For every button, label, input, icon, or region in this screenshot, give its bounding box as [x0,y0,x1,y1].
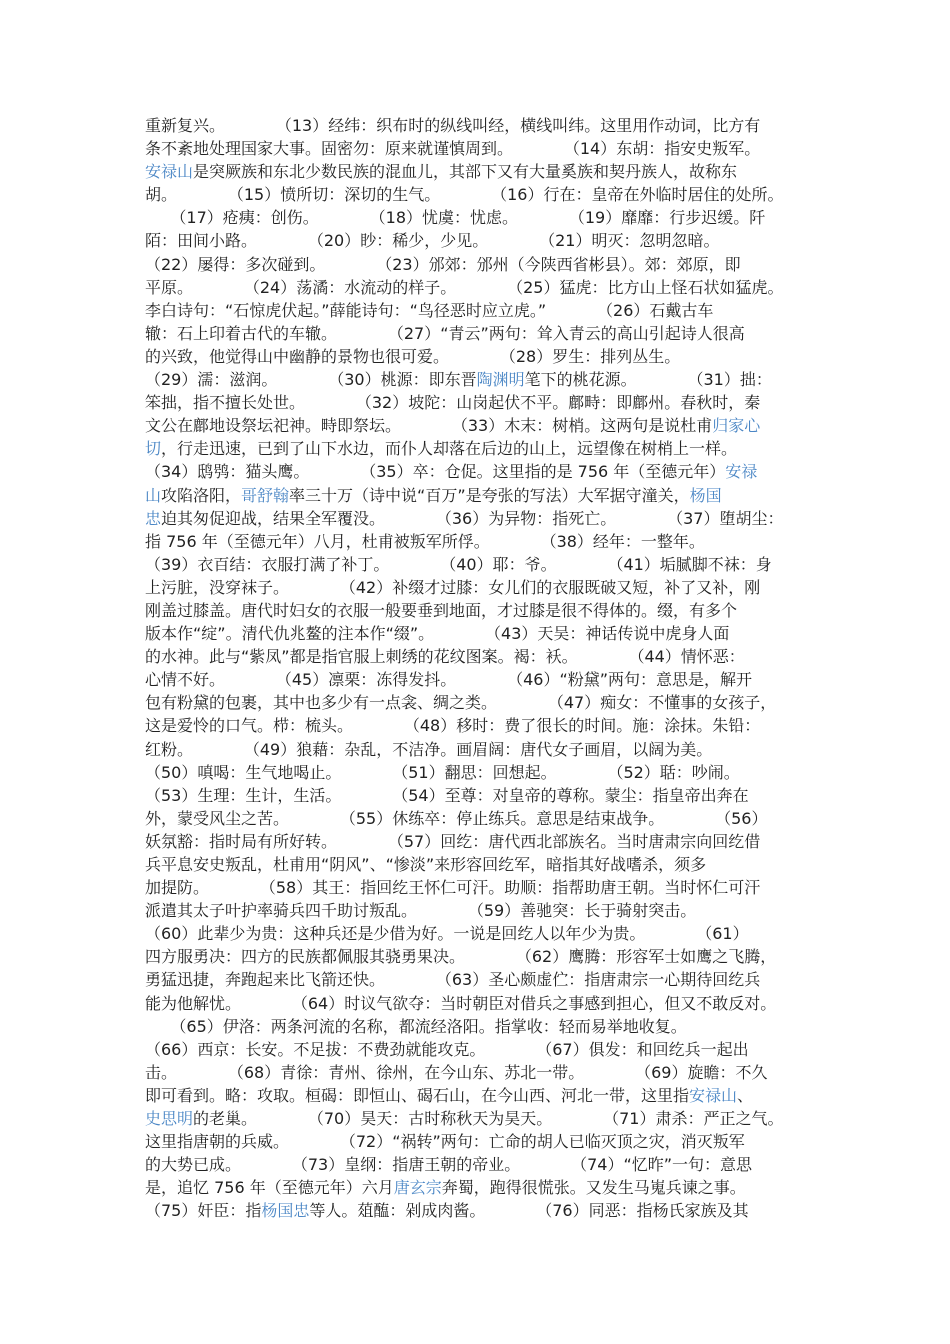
text-segment: 即可看到。略：攻取。桓碣：即恒山、碣石山，在今山西、河北一带，这里指 [145,1085,690,1105]
text-line [145,691,813,714]
text-segment: 、 [737,1085,754,1105]
text-segment: 是，追忆 756 年（至德元年）六月 [145,1178,394,1198]
text-segment: 红粉。 （49）狼藉：杂乱，不洁净。画眉阔：唐代女子画眉，以阔为美。 [145,739,713,759]
text-line [145,968,813,991]
text-line [145,183,813,206]
text-line [145,460,813,483]
text-line [145,714,813,737]
text-line [145,1130,813,1153]
text-segment: 是突厥族和东北少数民族的混血儿，其部下又有大量奚族和契丹族人，故称东 [193,162,738,182]
text-segment: （60）此辈少为贵：这种兵还是少借为好。一说是回纥人以年少为贵。 （61） [145,924,749,944]
text-line [145,1061,813,1084]
text-segment: 条不紊地处理国家大事。固密勿：原来就谨慎周到。 （14）东胡：指安史叛军。 [145,139,761,159]
text-segment: 平原。 （24）荡潏：水流动的样子。 （25）猛虎：比方山上怪石状如猛虎。 [145,277,784,297]
text-line [145,1015,813,1038]
text-line [145,229,813,252]
text-segment: 能为他解忧。 （64）时议气欲夺：当时朝臣对借兵之事感到担心，但又不敢反对。 [145,993,777,1013]
text-segment: 的水神。此与“紫凤”都是指官服上刺绣的花纹图案。褐：袄。 （44）情怀恶： [145,647,745,667]
text-line [145,992,813,1015]
text-segment: 率三十万（诗中说“百万”是夸张的写法）大军据守潼关， [289,485,690,505]
text-line [145,276,813,299]
text-line [145,507,813,530]
text-segment: ，行走迅速，已到了山下水边，而仆人却落在后边的山上，远望像在树梢上一样。 [161,439,738,459]
text-line [145,645,813,668]
text-segment: 等人。葅醢：剁成肉酱。 （76）同恶：指杨氏家族及其 [309,1201,749,1221]
text-line [145,437,813,460]
text-segment: 李白诗句：“石惊虎伏起。”薛能诗句：“鸟径恶时应立虎。” （26）石戴古车 [145,300,714,320]
text-line [145,160,813,183]
text-segment: 胡。 （15）愤所切：深切的生气。 （16）行在：皇帝在外临时居住的处所。 [145,185,784,205]
text-line [145,599,813,622]
person-link[interactable]: 史思明 [145,1109,194,1129]
person-link[interactable]: 山 [145,485,162,505]
text-segment: （53）生理：生计，生活。 （54）至尊：对皇帝的尊称。蒙尘：指皇帝出奔在 [145,785,749,805]
text-line [145,530,813,553]
text-line [145,876,813,899]
text-line [145,945,813,968]
person-link[interactable]: 杨国忠 [261,1201,310,1221]
text-line [145,668,813,691]
text-line [145,368,813,391]
text-segment: 包有粉黛的包裹，其中也多少有一点衾、绸之类。 （47）痴女：不懂事的女孩子， [145,693,777,713]
text-line [145,299,813,322]
text-segment: （34）鸱鸮：猫头鹰。 （35）卒：仓促。这里指的是 756 年（至德元年） [145,462,726,482]
text-segment: （75）奸臣：指 [145,1201,262,1221]
text-segment: 文公在鄜地设祭坛祀神。畤即祭坛。 （33）木末：树梢。这两句是说杜甫 [145,416,713,436]
text-line [145,137,813,160]
person-link[interactable]: 安禄山 [145,162,194,182]
text-segment: 辙：石上印着古代的车辙。 （27）“青云”两句：耸入青云的高山引起诗人很高 [145,323,745,343]
text-segment: 击。 （68）青徐：青州、徐州，在今山东、苏北一带。 （69）旋瞻：不久 [145,1062,768,1082]
person-link[interactable]: 切 [145,439,162,459]
text-segment: 的老巢。 （70）昊天：古时称秋天为昊天。 （71）肃杀：严正之气。 [193,1109,784,1129]
text-segment: （22）屡得：多次碰到。 （23）邠郊：邠州（今陕西省彬县）。郊：郊原，即 [145,254,741,274]
text-line [145,738,813,761]
text-line [145,114,813,137]
text-line [145,576,813,599]
text-segment: 的大势已成。 （73）皇纲：指唐王朝的帝业。 （74）“忆昨”一句：意思 [145,1155,753,1175]
text-line [145,322,813,345]
person-link[interactable]: 安禄 [725,462,758,482]
text-segment: 心情不好。 （45）凛栗：冻得发抖。 （46）“粉黛”两句：意思是，解开 [145,670,753,690]
text-line [145,922,813,945]
text-segment: 指 756 年（至德元年）八月，杜甫被叛军所俘。 （38）经年：一整年。 [145,531,705,551]
text-segment: 重新复兴。 （13）经纬：织布时的纵线叫经，横线叫纬。这里用作动词，比方有 [145,116,761,135]
text-segment: 刚盖过膝盖。唐代时妇女的衣服一般要垂到地面，才过膝是很不得体的。缀，有多个 [145,600,738,620]
text-segment: （39）衣百结：衣服打满了补丁。 （40）耶：爷。 （41）垢腻脚不袜：身 [145,554,772,574]
text-line [145,622,813,645]
text-segment: 加提防。 （58）其王：指回纥王怀仁可汗。助顺：指帮助唐王朝。当时怀仁可汗 [145,878,761,898]
text-line [145,1199,813,1222]
text-line [145,1038,813,1061]
person-link[interactable]: 唐玄宗 [393,1178,442,1198]
person-link[interactable]: 哥舒翰 [241,485,290,505]
text-segment: 攻陷洛阳， [161,485,242,505]
text-segment: 迫其匆促迎战，结果全军覆没。 （36）为异物：指死亡。 （37）堕胡尘： [161,508,784,528]
text-segment: （50）嗔喝：生气地喝止。 （51）翻思：回想起。 （52）聒：吵闹。 [145,762,740,782]
text-segment: （17）疮痍：创伤。 （18）忧虞：忧虑。 （19）靡靡：行步迟缓。阡 [145,208,766,228]
person-link[interactable]: 陶渊明 [476,370,525,390]
text-line [145,1107,813,1130]
text-segment: （66）西京：长安。不足拔：不费劲就能攻克。 （67）俱发：和回纥兵一起出 [145,1039,749,1059]
text-segment: 这是爱怜的口气。栉：梳头。 （48）移时：费了很长的时间。施：涂抹。朱铅： [145,716,761,736]
text-segment: 四方服勇决：四方的民族都佩服其骁勇果决。 （62）鹰腾：形容军士如鹰之飞腾， [145,947,777,967]
text-line [145,553,813,576]
text-segment: （65）伊洛：两条河流的名称，都流经洛阳。指掌收：轻而易举地收复。 [145,1016,687,1036]
text-segment: 版本作“绽”。清代仇兆鳌的注本作“缀”。 （43）天吴：神话传说中虎身人面 [145,624,730,644]
text-segment: 兵平息安史叛乱，杜甫用“阴风”、“惨淡”来形容回纥军，暗指其好战嗜杀，须多 [145,855,707,874]
text-segment: 妖氛豁：指时局有所好转。 （57）回纥：唐代西北部族名。当时唐肃宗向回纥借 [145,831,761,851]
person-link[interactable]: 忠 [145,508,162,528]
text-line [145,1153,813,1176]
text-segment: 奔蜀，跑得很慌张。又发生马嵬兵谏之事。 [441,1178,746,1198]
text-line [145,1176,813,1199]
text-line [145,253,813,276]
text-line [145,206,813,229]
text-segment: 陌：田间小路。 （20）眇：稀少，少见。 （21）明灭：忽明忽暗。 [145,231,720,251]
text-line [145,391,813,414]
text-line [145,784,813,807]
text-segment: 笔下的桃花源。 （31）拙： [524,370,772,390]
text-line [145,807,813,830]
text-segment: 笨拙，指不擅长处世。 （32）坡陀：山岗起伏不平。鄜畤：即鄜州。春秋时，秦 [145,393,761,413]
person-link[interactable]: 归家心 [712,416,761,436]
text-segment: 外，蒙受风尘之苦。 （55）休练卒：停止练兵。意思是结束战争。 （56） [145,808,768,828]
text-segment: 勇猛迅捷，奔跑起来比飞箭还快。 （63）圣心颇虚伫：指唐肃宗一心期待回纥兵 [145,970,761,990]
text-line [145,761,813,784]
person-link[interactable]: 安禄山 [689,1085,738,1105]
text-line [145,899,813,922]
text-line [145,830,813,853]
annotation-text-block [145,114,813,1223]
text-line [145,345,813,368]
text-segment: 的兴致，他觉得山中幽静的景物也很可爱。 （28）罗生：排列丛生。 [145,346,681,366]
text-line [145,1084,813,1107]
text-line [145,484,813,507]
person-link[interactable]: 杨国 [689,485,722,505]
text-segment: 上污脏，没穿袜子。 （42）补缀才过膝：女儿们的衣服既破又短，补了又补，刚 [145,577,761,597]
text-segment: 派遣其太子叶护率骑兵四千助讨叛乱。 （59）善驰突：长于骑射突击。 [145,901,697,921]
text-segment: 这里指唐朝的兵威。 （72）“祸转”两句：亡命的胡人已临灭顶之灾，消灭叛军 [145,1132,745,1152]
text-line [145,853,813,876]
text-segment: （29）濡：滋润。 （30）桃源：即东晋 [145,370,477,390]
text-line [145,414,813,437]
